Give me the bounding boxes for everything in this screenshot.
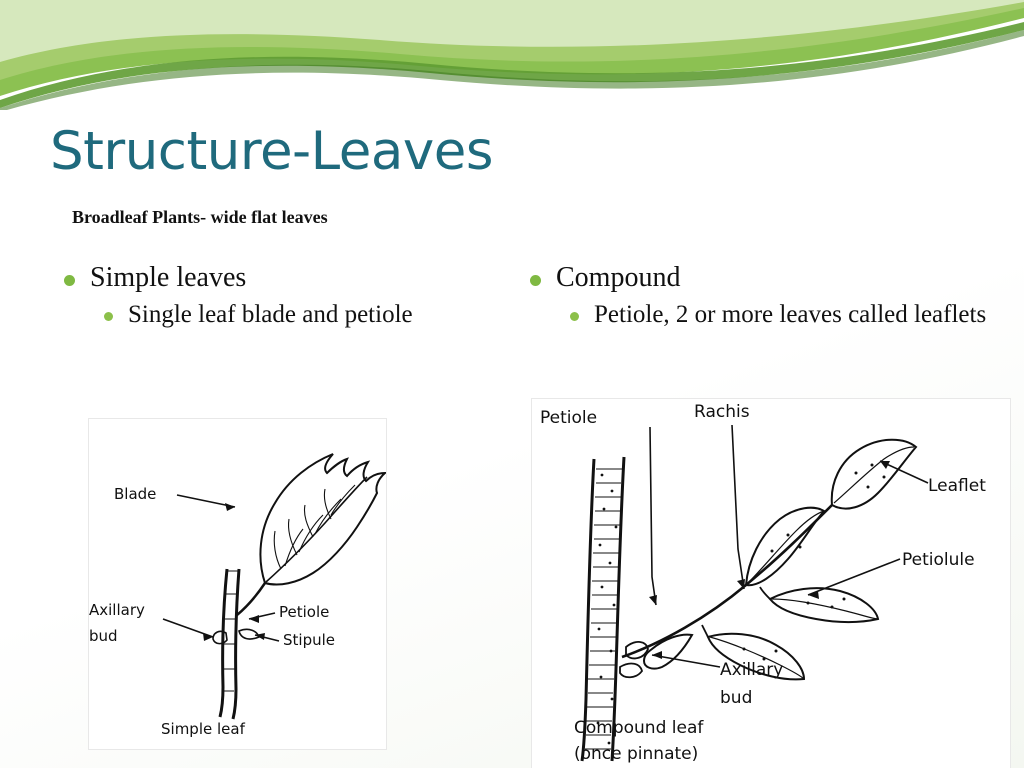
label-bud: bud bbox=[89, 627, 118, 645]
bullet-simple-leaves bbox=[52, 262, 502, 294]
bullet-compound-label: Compound bbox=[556, 262, 681, 293]
label-petiole: Petiole bbox=[279, 603, 330, 621]
column-right bbox=[518, 262, 1008, 331]
label-stipule: Stipule bbox=[283, 631, 335, 649]
caption-compound-leaf-line2: (once pinnate) bbox=[574, 744, 699, 764]
bullet-simple-leaves-detail-label: Single leaf blade and petiole bbox=[128, 301, 413, 329]
label-blade: Blade bbox=[114, 485, 157, 503]
decorative-banner bbox=[0, 0, 1024, 110]
label-axillary-compound: Axillary bbox=[720, 660, 784, 680]
simple-leaf-figure bbox=[88, 418, 387, 750]
label-petiolule: Petiolule bbox=[902, 550, 975, 570]
label-leaflet: Leaflet bbox=[928, 476, 986, 496]
bullet-compound bbox=[518, 262, 1008, 294]
caption-compound-leaf-line1: Compound leaf bbox=[574, 718, 704, 738]
page-subtitle: Broadleaf Plants- wide flat leaves bbox=[72, 207, 328, 227]
compound-leaf-figure bbox=[531, 398, 1011, 768]
bullet-compound-detail bbox=[518, 300, 1008, 331]
label-rachis: Rachis bbox=[694, 402, 750, 422]
bullet-compound-detail-label: Petiole, 2 or more leaves called leaflets bbox=[594, 301, 987, 329]
label-petiole-compound: Petiole bbox=[540, 408, 598, 428]
label-axillary: Axillary bbox=[89, 601, 145, 619]
column-left bbox=[52, 262, 502, 331]
bullet-simple-leaves-label: Simple leaves bbox=[90, 262, 247, 293]
caption-simple-leaf: Simple leaf bbox=[161, 720, 245, 738]
bullet-simple-leaves-detail bbox=[52, 300, 502, 331]
label-bud-compound: bud bbox=[720, 688, 753, 708]
page-title: Structure-Leaves bbox=[50, 121, 493, 182]
